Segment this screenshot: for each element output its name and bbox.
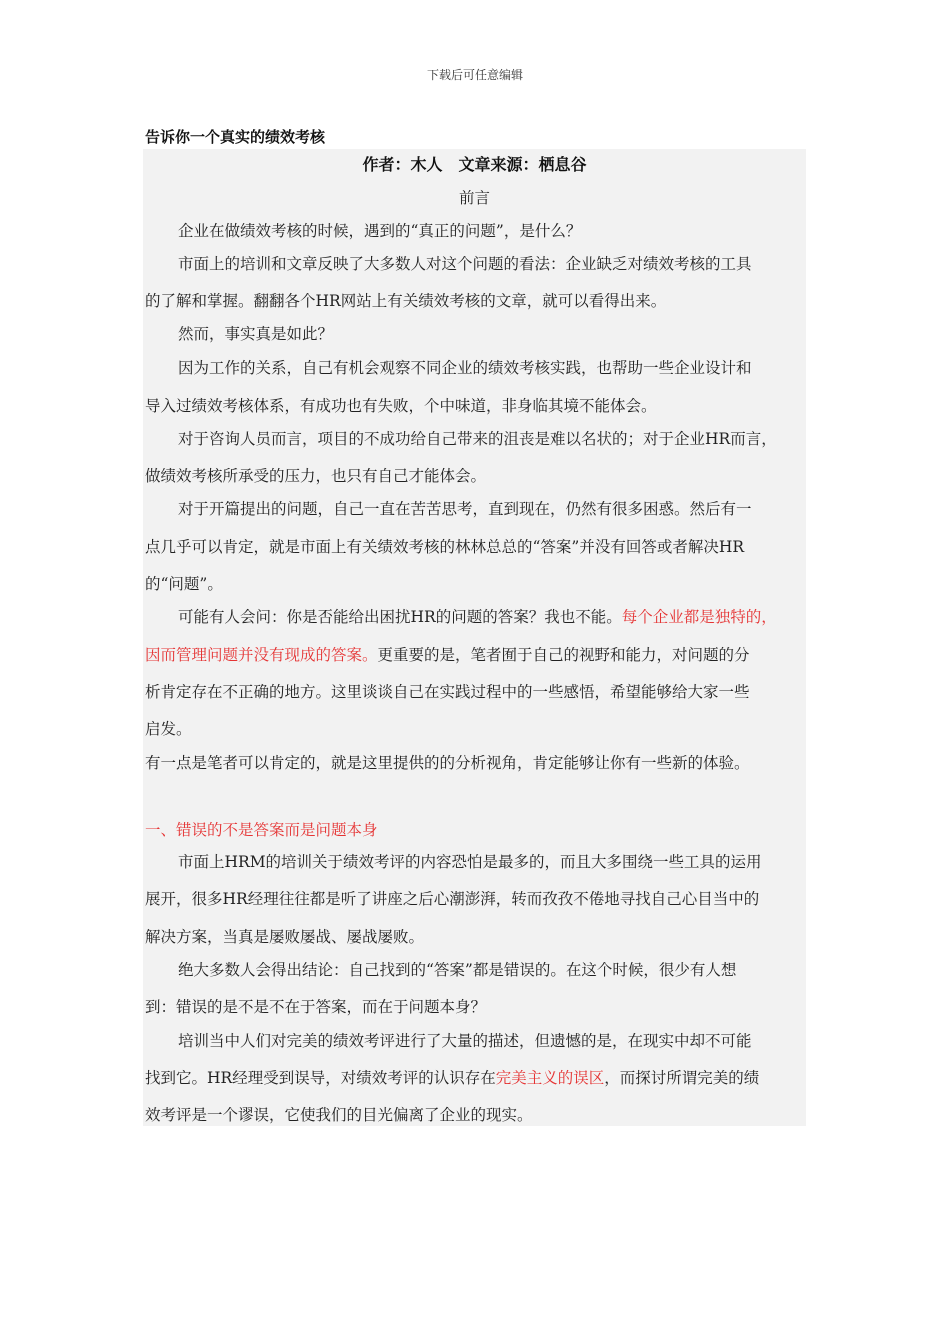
paragraph-line: 做绩效考核所承受的压力，也只有自己才能体会。	[145, 467, 487, 485]
paragraph-line: 点几乎可以肯定，就是市面上有关绩效考核的林林总总的“答案”并没有回答或者解决HR	[145, 538, 745, 556]
paragraph-line: 因为工作的关系，自己有机会观察不同企业的绩效考核实践，也帮助一些企业设计和	[178, 359, 752, 377]
paragraph-text: 找到它。HR经理受到误导，对绩效考评的认识存在	[145, 1069, 496, 1087]
paragraph-text: 更重要的是，笔者囿于自己的视野和能力，对问题的分	[377, 646, 750, 664]
paragraph-line: 效考评是一个谬误，它使我们的目光偏离了企业的现实。	[145, 1106, 533, 1124]
paragraph-line: 市面上的培训和文章反映了大多数人对这个问题的看法：企业缺乏对绩效考核的工具	[178, 255, 752, 273]
paragraph-line: 导入过绩效考核体系，有成功也有失败，个中味道，非身临其境不能体会。	[145, 397, 657, 415]
paragraph-text: ，而探讨所谓完美的绩	[604, 1069, 760, 1087]
paragraph-line: 市面上HRM的培训关于绩效考评的内容恐怕是最多的，而且大多围绕一些工具的运用	[178, 853, 762, 871]
preface-heading: 前言	[458, 189, 490, 207]
paragraph-line: 展开，很多HR经理往往都是听了讲座之后心潮澎湃，转而孜孜不倦地寻找自己心目当中的	[145, 890, 760, 908]
paragraph-line: 的了解和掌握。翻翻各个HR网站上有关绩效考核的文章，就可以看得出来。	[145, 292, 667, 310]
paragraph-line	[145, 1066, 759, 1088]
paragraph-line	[145, 643, 750, 665]
byline: 作者：木人 文章来源：栖息谷	[362, 155, 587, 174]
paragraph-line: 解决方案，当真是屡败屡战、屡战屡败。	[145, 928, 425, 946]
paragraph-line	[178, 605, 777, 627]
paragraph-line: 有一点是笔者可以肯定的，就是这里提供的的分析视角，肯定能够让你有一些新的体验。	[145, 754, 750, 772]
paragraph-line: 到：错误的是不是不在于答案，而在于问题本身？	[145, 998, 487, 1016]
paragraph-line: 企业在做绩效考核的时候，遇到的“真正的问题”，是什么？	[178, 222, 582, 240]
paragraph-line: 的“问题”。	[145, 575, 223, 593]
section-heading: 一、错误的不是答案而是问题本身	[145, 821, 378, 839]
highlighted-text: 因而管理问题并没有现成的答案。	[145, 646, 378, 664]
highlighted-text: 完美主义的误区	[495, 1069, 605, 1087]
paragraph-line: 启发。	[145, 720, 192, 738]
paragraph-line: 析肯定存在不正确的地方。这里谈谈自己在实践过程中的一些感悟，希望能够给大家一些	[145, 683, 750, 701]
article-title: 告诉你一个真实的绩效考核	[145, 128, 326, 146]
paragraph-line: 培训当中人们对完美的绩效考评进行了大量的描述，但遗憾的是，在现实中却不可能	[178, 1032, 752, 1050]
paragraph-text: 可能有人会问：你是否能给出困扰HR的问题的答案？我也不能。	[178, 608, 622, 626]
paragraph-line: 绝大多数人会得出结论：自己找到的“答案”都是错误的。在这个时候，很少有人想	[178, 961, 737, 979]
paragraph-line: 对于咨询人员而言，项目的不成功给自己带来的沮丧是难以名状的；对于企业HR而言，	[178, 430, 777, 448]
highlighted-text: 每个企业都是独特的，	[621, 608, 777, 626]
page-header-note: 下载后可任意编辑	[426, 68, 523, 82]
paragraph-line: 对于开篇提出的问题，自己一直在苦苦思考，直到现在，仍然有很多困惑。然后有一	[178, 500, 752, 518]
paragraph-line: 然而，事实真是如此？	[178, 325, 334, 343]
